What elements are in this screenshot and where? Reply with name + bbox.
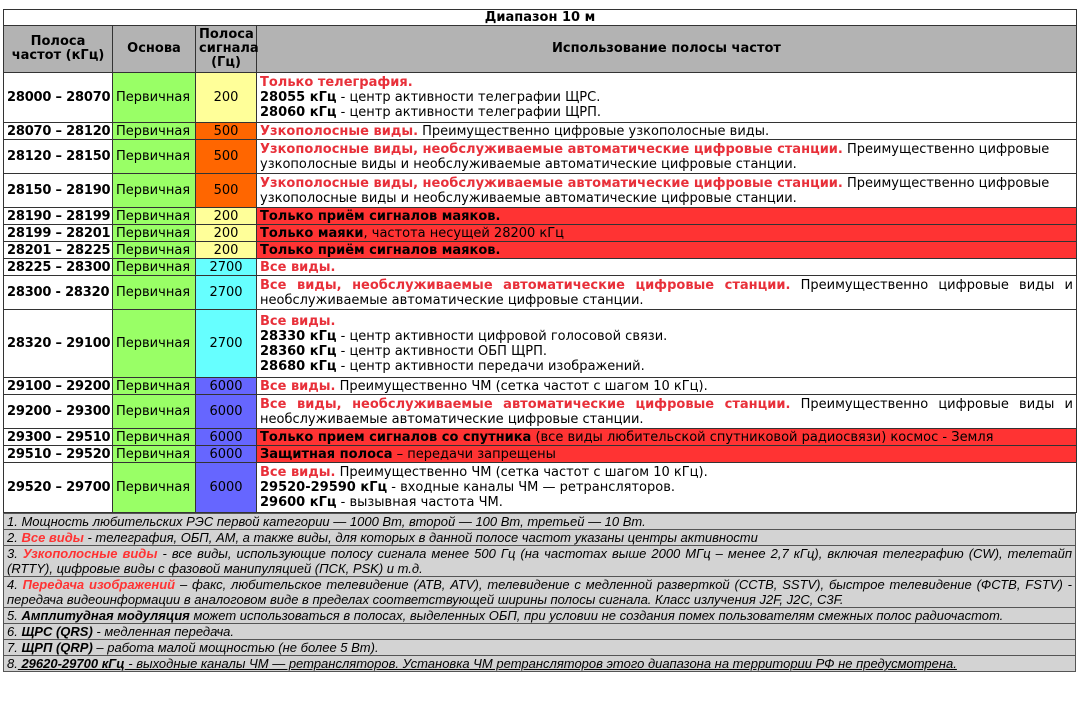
allocation-status: Первичная (113, 395, 196, 429)
signal-bandwidth: 200 (196, 208, 257, 225)
usage-emphasis: Узкополосные виды, необслуживаемые автоматические цифровые станции. (260, 141, 843, 157)
usage-emphasis: Все виды. (260, 465, 336, 480)
note-row (4, 608, 1076, 624)
signal-bandwidth: 2700 (196, 276, 257, 310)
footnote-term: Амплитудная модуляция (17, 608, 190, 623)
footnote-text: - телеграфия, ОБП, АМ, а также виды, для которых в данной полосе частот указаны центры активности (83, 530, 758, 545)
signal-bandwidth: 200 (196, 242, 257, 259)
usage-emphasis: Все виды, необслуживаемые автоматические цифровые станции. (260, 277, 791, 293)
signal-bandwidth: 6000 (196, 429, 257, 446)
band-usage (257, 276, 1077, 310)
frequency-range: 29300 – 29510 (4, 429, 113, 446)
band-row (4, 429, 1077, 446)
title-row (4, 10, 1077, 26)
usage-bold: 28330 кГц (260, 328, 337, 344)
footnote-number: 7. (7, 640, 18, 655)
usage-line (260, 495, 1073, 510)
frequency-range: 28070 – 28120 (4, 123, 113, 140)
usage-bold: Защитная полоса (260, 446, 393, 462)
band-usage (257, 140, 1077, 174)
band-plan-document (3, 9, 1076, 672)
header-row (4, 26, 1077, 73)
signal-bandwidth: 500 (196, 123, 257, 140)
usage-line (260, 124, 769, 139)
usage-text: - центр активности телеграфии ЩРП. (336, 105, 602, 120)
usage-text: (все виды любительской спутниковой радиосвязи) космос - Земля (531, 429, 994, 445)
usage-line (260, 105, 1073, 120)
usage-text: - центр активности телеграфии ЩРС. (336, 90, 601, 105)
footnote-text: – факс, любительское телевидение (АТВ, ATV), телевидение с медленной разверткой (ССТВ, SSTV), быстрое телевидение (ФСТВ, FSTV) - передача видеоинформации в аналоговом виде в пределах соответствующей ширины полосы сигнала. Класс излучения J2F, J2C, C3F. (7, 577, 1072, 607)
frequency-range: 29100 – 29200 (4, 378, 113, 395)
usage-emphasis: Все виды. (260, 259, 336, 275)
usage-bold: 28360 кГц (260, 343, 337, 359)
usage-text: Преимущественно цифровые узкополосные виды и необслуживаемые автоматические цифровые станции. (260, 141, 1050, 172)
usage-line (260, 176, 1049, 206)
usage-line (260, 359, 1073, 374)
usage-line (260, 480, 1073, 495)
usage-text: Преимущественно цифровые узкополосные виды и необслуживаемые автоматические цифровые станции. (260, 175, 1050, 206)
band-usage (257, 123, 1077, 140)
notes-table (3, 513, 1076, 672)
band-row (4, 225, 1077, 242)
usage-line (260, 142, 1049, 172)
band-rows (4, 73, 1077, 513)
signal-bandwidth: 6000 (196, 378, 257, 395)
band-usage (257, 429, 1077, 446)
band-row (4, 259, 1077, 276)
usage-bold: Только прием сигналов со спутника (260, 429, 532, 445)
signal-bandwidth: 6000 (196, 395, 257, 429)
footnote (4, 546, 1076, 577)
usage-bold: 29520-29590 кГц (260, 480, 388, 495)
footnote-text: – работа малой мощностью (не более 5 Вт). (92, 640, 379, 655)
note-row (4, 640, 1076, 656)
footnote-number: 3. (7, 546, 18, 561)
footnote (4, 640, 1076, 656)
usage-text: - центр активности цифровой голосовой связи. (336, 328, 668, 344)
usage-line (260, 430, 994, 445)
usage-emphasis: Узкополосные виды. (260, 123, 419, 139)
usage-bold: 29600 кГц (260, 495, 337, 510)
allocation-status: Первичная (113, 259, 196, 276)
footnote (4, 514, 1076, 530)
table-title: Диапазон 10 м (4, 10, 1077, 26)
usage-line (260, 379, 708, 394)
band-usage (257, 225, 1077, 242)
usage-line (260, 226, 564, 241)
allocation-status: Первичная (113, 276, 196, 310)
usage-emphasis: Все виды. (260, 313, 336, 329)
header-base: Основа (113, 26, 196, 73)
footnote (4, 577, 1076, 608)
band-row (4, 242, 1077, 259)
frequency-range: 28199 – 28201 (4, 225, 113, 242)
usage-bold: Только приём сигналов маяков. (260, 242, 501, 258)
band-row (4, 123, 1077, 140)
usage-text: Преимущественно цифровые узкополосные виды. (418, 123, 770, 139)
usage-emphasis: Узкополосные виды, необслуживаемые автоматические цифровые станции. (260, 175, 843, 191)
usage-text: – передачи запрещены (392, 446, 556, 462)
signal-bandwidth: 6000 (196, 463, 257, 513)
note-row (4, 546, 1076, 577)
usage-line (260, 75, 1073, 90)
usage-line (260, 329, 1073, 344)
footnote (4, 624, 1076, 640)
band-usage (257, 446, 1077, 463)
header-range: Полоса частот (кГц) (4, 26, 113, 73)
allocation-status: Первичная (113, 463, 196, 513)
usage-bold: 28680 кГц (260, 358, 337, 374)
band-usage (257, 310, 1077, 378)
frequency-range: 28000 – 28070 (4, 73, 113, 123)
note-row (4, 530, 1076, 546)
footnote-text: - медленная передача. (92, 624, 235, 639)
usage-bold: Только приём сигналов маяков. (260, 208, 501, 224)
band-usage (257, 174, 1077, 208)
footnote-text: может использоваться в полосах, выделенных ОБП, при условии не создания помех пользователям смежных полос радиочастот. (189, 608, 1004, 623)
header-bandwidth: Полоса сигнала (Гц) (196, 26, 257, 73)
usage-text: - вызывная частота ЧМ. (336, 495, 503, 510)
usage-text: - входные каналы ЧМ — ретрансляторов. (387, 480, 675, 495)
frequency-range: 29520 – 29700 (4, 463, 113, 513)
footnote-text: - выходные каналы ЧМ — ретрансляторов. Установка ЧМ ретрансляторов этого диапазона на территории РФ не предусмотрена. (124, 656, 957, 671)
footnote-number: 4. (7, 577, 18, 592)
signal-bandwidth: 6000 (196, 446, 257, 463)
usage-line (260, 243, 500, 258)
allocation-status: Первичная (113, 73, 196, 123)
band-plan-table (3, 9, 1077, 513)
usage-line (260, 90, 1073, 105)
allocation-status: Первичная (113, 225, 196, 242)
footnote-term: ЩРС (QRS) (17, 624, 93, 639)
usage-line (260, 278, 1073, 308)
frequency-range: 28190 – 28199 (4, 208, 113, 225)
band-row (4, 140, 1077, 174)
footnote-term: ЩРП (QRP) (17, 640, 93, 655)
footnote (4, 530, 1076, 546)
band-row (4, 276, 1077, 310)
note-row (4, 656, 1076, 672)
footnote (4, 608, 1076, 624)
allocation-status: Первичная (113, 123, 196, 140)
signal-bandwidth: 500 (196, 140, 257, 174)
usage-emphasis: Все виды, необслуживаемые автоматические цифровые станции. (260, 396, 791, 412)
note-row (4, 624, 1076, 640)
allocation-status: Первичная (113, 174, 196, 208)
notes-rows (4, 514, 1076, 672)
usage-text: - центр активности ОБП ЩРП. (336, 343, 548, 359)
usage-text: Преимущественно цифровые виды и необслуживаемые автоматические цифровые станции. (260, 277, 1074, 308)
usage-line (260, 397, 1073, 427)
band-usage (257, 208, 1077, 225)
band-row (4, 463, 1077, 513)
frequency-range: 28320 – 29100 (4, 310, 113, 378)
usage-emphasis: Только телеграфия. (260, 75, 413, 90)
usage-line (260, 209, 500, 224)
footnote-term: 29620-29700 кГц (17, 656, 125, 671)
signal-bandwidth: 200 (196, 225, 257, 242)
usage-text: , частота несущей 28200 кГц (363, 225, 565, 241)
usage-line (260, 465, 1073, 480)
frequency-range: 29200 – 29300 (4, 395, 113, 429)
allocation-status: Первичная (113, 140, 196, 174)
usage-emphasis: Все виды. (260, 378, 336, 394)
band-row (4, 208, 1077, 225)
signal-bandwidth: 200 (196, 73, 257, 123)
footnote-term: Передача изображений (17, 577, 176, 592)
band-usage (257, 242, 1077, 259)
band-row (4, 378, 1077, 395)
frequency-range: 29510 – 29520 (4, 446, 113, 463)
band-row (4, 395, 1077, 429)
band-usage (257, 259, 1077, 276)
allocation-status: Первичная (113, 378, 196, 395)
allocation-status: Первичная (113, 446, 196, 463)
band-row (4, 446, 1077, 463)
band-row (4, 310, 1077, 378)
footnote-number: 5. (7, 608, 18, 623)
usage-bold: 28055 кГц (260, 90, 337, 105)
usage-text: Преимущественно цифровые виды и необслуживаемые автоматические цифровые станции. (260, 396, 1074, 427)
footnote-term: Узкополосные виды (17, 546, 158, 561)
footnote-number: 8. (7, 656, 18, 671)
allocation-status: Первичная (113, 429, 196, 446)
signal-bandwidth: 2700 (196, 310, 257, 378)
usage-line (260, 260, 336, 275)
frequency-range: 28120 – 28150 (4, 140, 113, 174)
footnote-term: Все виды (17, 530, 84, 545)
frequency-range: 28201 – 28225 (4, 242, 113, 259)
note-row (4, 514, 1076, 530)
usage-text: - центр активности передачи изображений. (336, 358, 645, 374)
frequency-range: 28225 – 28300 (4, 259, 113, 276)
usage-text: Преимущественно ЧМ (сетка частот с шагом 10 кГц). (335, 465, 708, 480)
note-row (4, 577, 1076, 608)
usage-line (260, 447, 556, 462)
frequency-range: 28150 – 28190 (4, 174, 113, 208)
allocation-status: Первичная (113, 208, 196, 225)
band-usage (257, 463, 1077, 513)
band-row (4, 73, 1077, 123)
signal-bandwidth: 2700 (196, 259, 257, 276)
signal-bandwidth: 500 (196, 174, 257, 208)
header-usage: Использование полосы частот (257, 26, 1077, 73)
footnote-number: 6. (7, 624, 18, 639)
band-usage (257, 73, 1077, 123)
usage-bold: Только маяки (260, 225, 364, 241)
usage-line (260, 314, 1073, 329)
allocation-status: Первичная (113, 310, 196, 378)
footnote-text: - все виды, использующие полосу сигнала менее 500 Гц (на частотах выше 2000 МГц – менее 2,7 кГц), включая телеграфию (CW), телетайп (RTTY), цифровые виды с фазовой манипуляцией (ПСК, PSK) и т.д. (7, 546, 1072, 576)
allocation-status: Первичная (113, 242, 196, 259)
footnote-number: 1. (7, 514, 18, 529)
usage-line (260, 344, 1073, 359)
band-usage (257, 378, 1077, 395)
footnote-text: Мощность любительских РЭС первой категории — 1000 Вт, второй — 100 Вт, третьей — 10 Вт. (17, 514, 646, 529)
frequency-range: 28300 - 28320 (4, 276, 113, 310)
usage-bold: 28060 кГц (260, 105, 337, 120)
usage-text: Преимущественно ЧМ (сетка частот с шагом 10 кГц). (335, 378, 708, 394)
band-usage (257, 395, 1077, 429)
footnote-number: 2. (7, 530, 18, 545)
footnote (4, 656, 1076, 672)
band-row (4, 174, 1077, 208)
